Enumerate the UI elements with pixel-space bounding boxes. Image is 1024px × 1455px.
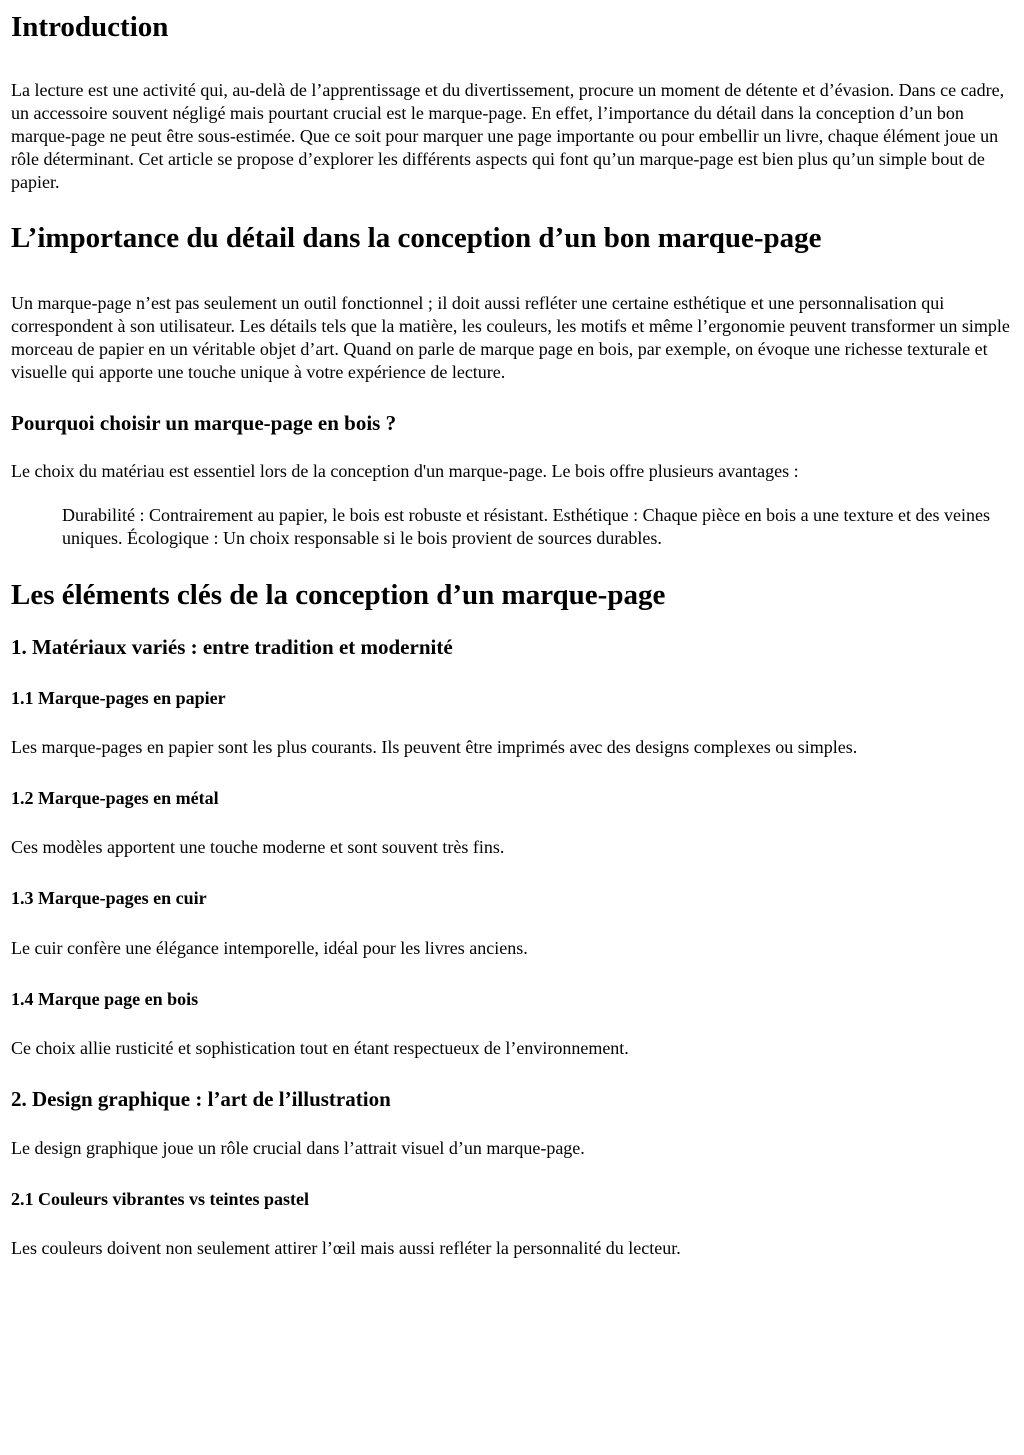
colors-heading: 2.1 Couleurs vibrantes vs teintes pastel	[11, 1189, 309, 1209]
why-wood-heading: Pourquoi choisir un marque-page en bois ?	[11, 411, 397, 435]
metal-paragraph: Ces modèles apportent une touche moderne et sont souvent très fins.	[11, 837, 505, 857]
key-elements-heading: Les éléments clés de la conception d’un marque-page	[11, 579, 666, 611]
paper-paragraph: Les marque-pages en papier sont les plus courants. Ils peuvent être imprimés avec des designs complexes ou simples.	[11, 737, 858, 757]
intro-heading: Introduction	[11, 11, 169, 43]
wood-paragraph: Ce choix allie rusticité et sophistication tout en étant respectueux de l’environnement.	[11, 1038, 629, 1058]
paper-heading: 1.1 Marque-pages en papier	[11, 688, 226, 708]
colors-paragraph: Les couleurs doivent non seulement attirer l’œil mais aussi refléter la personnalité du lecteur.	[11, 1238, 681, 1258]
leather-heading: 1.3 Marque-pages en cuir	[11, 888, 207, 908]
importance-heading: L’importance du détail dans la conception d’un bon marque-page	[11, 222, 822, 254]
design-paragraph: Le design graphique joue un rôle crucial dans l’attrait visuel d’un marque-page.	[11, 1138, 585, 1158]
design-heading: 2. Design graphique : l’art de l’illustration	[11, 1087, 391, 1111]
importance-paragraph: Un marque-page n’est pas seulement un outil fonctionnel ; il doit aussi refléter une certaine esthétique et une personnalisation qui correspondent à son utilisateur. Les détails tels que la matière, les couleurs, les motifs et même l’ergonomie peuvent transformer un simple morceau de papier en un véritable objet d’art. Quand on parle de marque page en bois, par exemple, on évoque une richesse texturale et visuelle qui apporte une touche unique à votre expérience de lecture.	[11, 293, 1010, 382]
why-wood-advantages-quote: Durabilité : Contrairement au papier, le bois est robuste et résistant. Esthétique : Chaque pièce en bois a une texture et des veines uniques. Écologique : Un choix responsable si le bois provient de sources durables.	[62, 505, 990, 548]
metal-heading: 1.2 Marque-pages en métal	[11, 788, 219, 808]
why-wood-paragraph: Le choix du matériau est essentiel lors de la conception d'un marque-page. Le bois offre plusieurs avantages :	[11, 461, 799, 481]
intro-paragraph: La lecture est une activité qui, au-delà de l’apprentissage et du divertissement, procure un moment de détente et d’évasion. Dans ce cadre, un accessoire souvent négligé mais pourtant crucial est le marque-page. En effet, l’importance du détail dans la conception d’un bon marque-page ne peut être sous-estimée. Que ce soit pour marquer une page importante ou pour embellir un livre, chaque élément joue un rôle déterminant. Cet article se propose d’explorer les différents aspects qui font qu’un marque-page est bien plus qu’un simple bout de papier.	[11, 80, 1005, 192]
materials-heading: 1. Matériaux variés : entre tradition et modernité	[11, 635, 453, 659]
article	[0, 9, 1024, 1260]
leather-paragraph: Le cuir confère une élégance intemporelle, idéal pour les livres anciens.	[11, 938, 528, 958]
wood-heading: 1.4 Marque page en bois	[11, 989, 199, 1009]
